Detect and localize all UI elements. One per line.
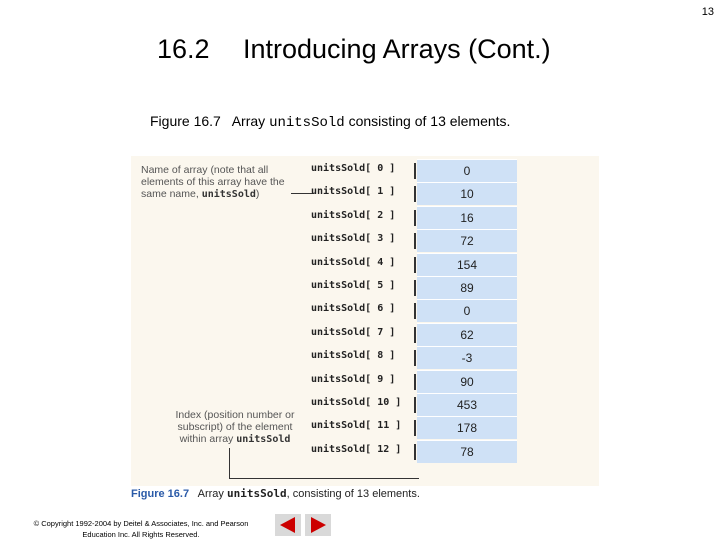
array-element-value: 453 xyxy=(417,393,517,416)
array-element-value: 0 xyxy=(417,299,517,322)
array-element-value: -3 xyxy=(417,346,517,369)
next-slide-button[interactable] xyxy=(305,514,331,536)
embedded-caption-code: unitsSold xyxy=(226,487,287,500)
embedded-caption-text-before: Array xyxy=(189,488,227,500)
previous-slide-button[interactable] xyxy=(275,514,301,536)
index-note-code: unitsSold xyxy=(236,434,291,445)
row-divider xyxy=(414,257,416,273)
copyright-line-1: © Copyright 1992-2004 by Deitel & Associates, Inc. and Pearson xyxy=(33,519,249,528)
array-name-note xyxy=(141,164,291,201)
array-element-value: 90 xyxy=(417,370,517,393)
array-element-value: 72 xyxy=(417,229,517,252)
row-divider xyxy=(414,186,416,202)
figure-caption xyxy=(150,113,510,131)
array-element-label: unitsSold[ 2 ] xyxy=(311,209,396,221)
index-note xyxy=(165,409,305,446)
row-divider xyxy=(414,233,416,249)
row-divider xyxy=(414,397,416,413)
array-element-value: 178 xyxy=(417,416,517,439)
row-divider xyxy=(414,163,416,179)
array-element-value: 0 xyxy=(417,159,517,182)
row-divider xyxy=(414,327,416,343)
array-row xyxy=(311,323,519,346)
row-divider xyxy=(414,210,416,226)
array-element-value: 10 xyxy=(417,182,517,205)
index-note-text: Index (position number or subscript) of the element within array xyxy=(175,409,295,445)
array-element-label: unitsSold[ 6 ] xyxy=(311,303,396,315)
array-name-note-end: ) xyxy=(255,188,260,200)
array-row xyxy=(311,159,519,182)
array-element-value: 154 xyxy=(417,253,517,276)
array-element-label: unitsSold[ 7 ] xyxy=(311,326,396,338)
array-element-label: unitsSold[ 0 ] xyxy=(311,163,396,174)
name-pointer-line xyxy=(291,193,313,194)
array-row xyxy=(311,299,519,322)
array-element-label: unitsSold[ 11 ] xyxy=(311,420,402,432)
array-element-label: unitsSold[ 4 ] xyxy=(311,256,396,268)
caption-suffix: consisting of 13 elements. xyxy=(344,113,511,129)
triangle-right-icon xyxy=(305,514,331,536)
array-row xyxy=(311,346,519,369)
array-element-value: 78 xyxy=(417,440,517,463)
row-divider xyxy=(414,350,416,366)
index-pointer-vertical xyxy=(229,448,230,478)
row-divider xyxy=(414,444,416,460)
array-element-value: 62 xyxy=(417,323,517,346)
array-name-note-code: unitsSold xyxy=(201,189,256,200)
array-element-label: unitsSold[ 8 ] xyxy=(311,350,396,362)
array-element-value: 16 xyxy=(417,206,517,229)
array-element-label: unitsSold[ 9 ] xyxy=(311,373,396,385)
page-number: 13 xyxy=(701,6,714,18)
array-row xyxy=(311,416,519,439)
section-number: 16.2 xyxy=(157,34,210,64)
array-row xyxy=(311,393,519,416)
array-row xyxy=(311,206,519,229)
array-element-value: 89 xyxy=(417,276,517,299)
row-divider xyxy=(414,420,416,436)
array-row xyxy=(311,229,519,252)
array-figure xyxy=(131,156,599,500)
array-row xyxy=(311,440,519,463)
triangle-left-icon xyxy=(275,514,301,536)
array-row xyxy=(311,253,519,276)
array-element-label: unitsSold[ 10 ] xyxy=(311,397,402,408)
copyright-notice xyxy=(10,518,272,540)
embedded-caption-text-after: , consisting of 13 elements. xyxy=(286,488,420,500)
row-divider xyxy=(414,374,416,390)
caption-prefix: Figure 16.7 Array xyxy=(150,113,270,129)
array-element-label: unitsSold[ 3 ] xyxy=(311,233,396,245)
array-element-label: unitsSold[ 1 ] xyxy=(311,186,396,198)
embedded-figure-caption xyxy=(131,487,420,500)
array-row xyxy=(311,276,519,299)
row-divider xyxy=(414,280,416,296)
caption-code: unitsSold xyxy=(269,115,345,131)
array-row xyxy=(311,182,519,205)
index-pointer-horizontal xyxy=(229,478,419,479)
slide-title: Introducing Arrays (Cont.) xyxy=(243,34,551,64)
array-name-note-text: Name of array (note that all elements of this array have the same name, xyxy=(141,164,285,200)
array-element-label: unitsSold[ 12 ] xyxy=(311,443,402,455)
embedded-figure-number: Figure 16.7 xyxy=(131,488,190,500)
copyright-line-2: Education Inc. All Rights Reserved. xyxy=(82,530,200,539)
array-element-label: unitsSold[ 5 ] xyxy=(311,280,396,291)
array-row xyxy=(311,370,519,393)
row-divider xyxy=(414,303,416,319)
